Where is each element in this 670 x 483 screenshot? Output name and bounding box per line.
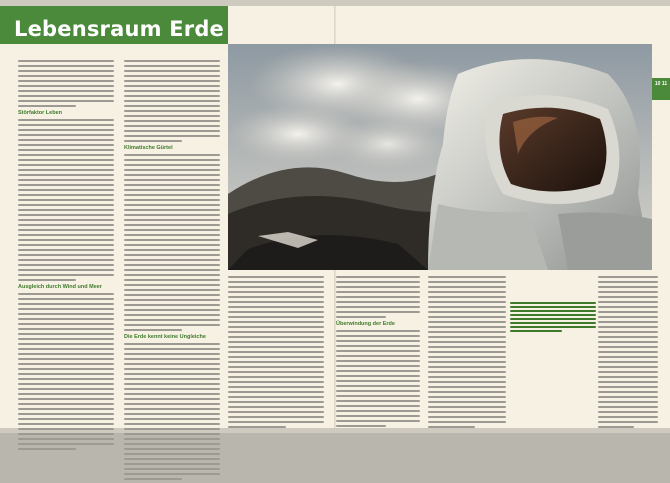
title-banner xyxy=(0,6,228,44)
page-title: Lebensraum Erde xyxy=(14,17,224,41)
text-column-4 xyxy=(336,276,420,430)
text-column-1 xyxy=(18,60,114,453)
text-column-6 xyxy=(598,276,658,431)
page-numbers: 10 11 xyxy=(654,81,668,87)
volcano-photo-image xyxy=(228,44,652,270)
text-column-5 xyxy=(428,276,506,431)
subheading: Überwindung der Erde xyxy=(336,321,395,327)
volcano-worker-photo xyxy=(228,44,652,270)
subheading: Klimatische Gürtel xyxy=(124,145,173,151)
photo-caption xyxy=(510,302,596,334)
text-column-2-top xyxy=(124,60,220,483)
subheading: Die Erde kennt keine Ungleiche xyxy=(124,334,206,340)
subheading: Ausgleich durch Wind und Meer xyxy=(18,284,102,290)
text-column-3 xyxy=(228,276,324,431)
subheading: Störfaktor Leben xyxy=(18,110,63,116)
page-number-tab xyxy=(652,78,670,100)
